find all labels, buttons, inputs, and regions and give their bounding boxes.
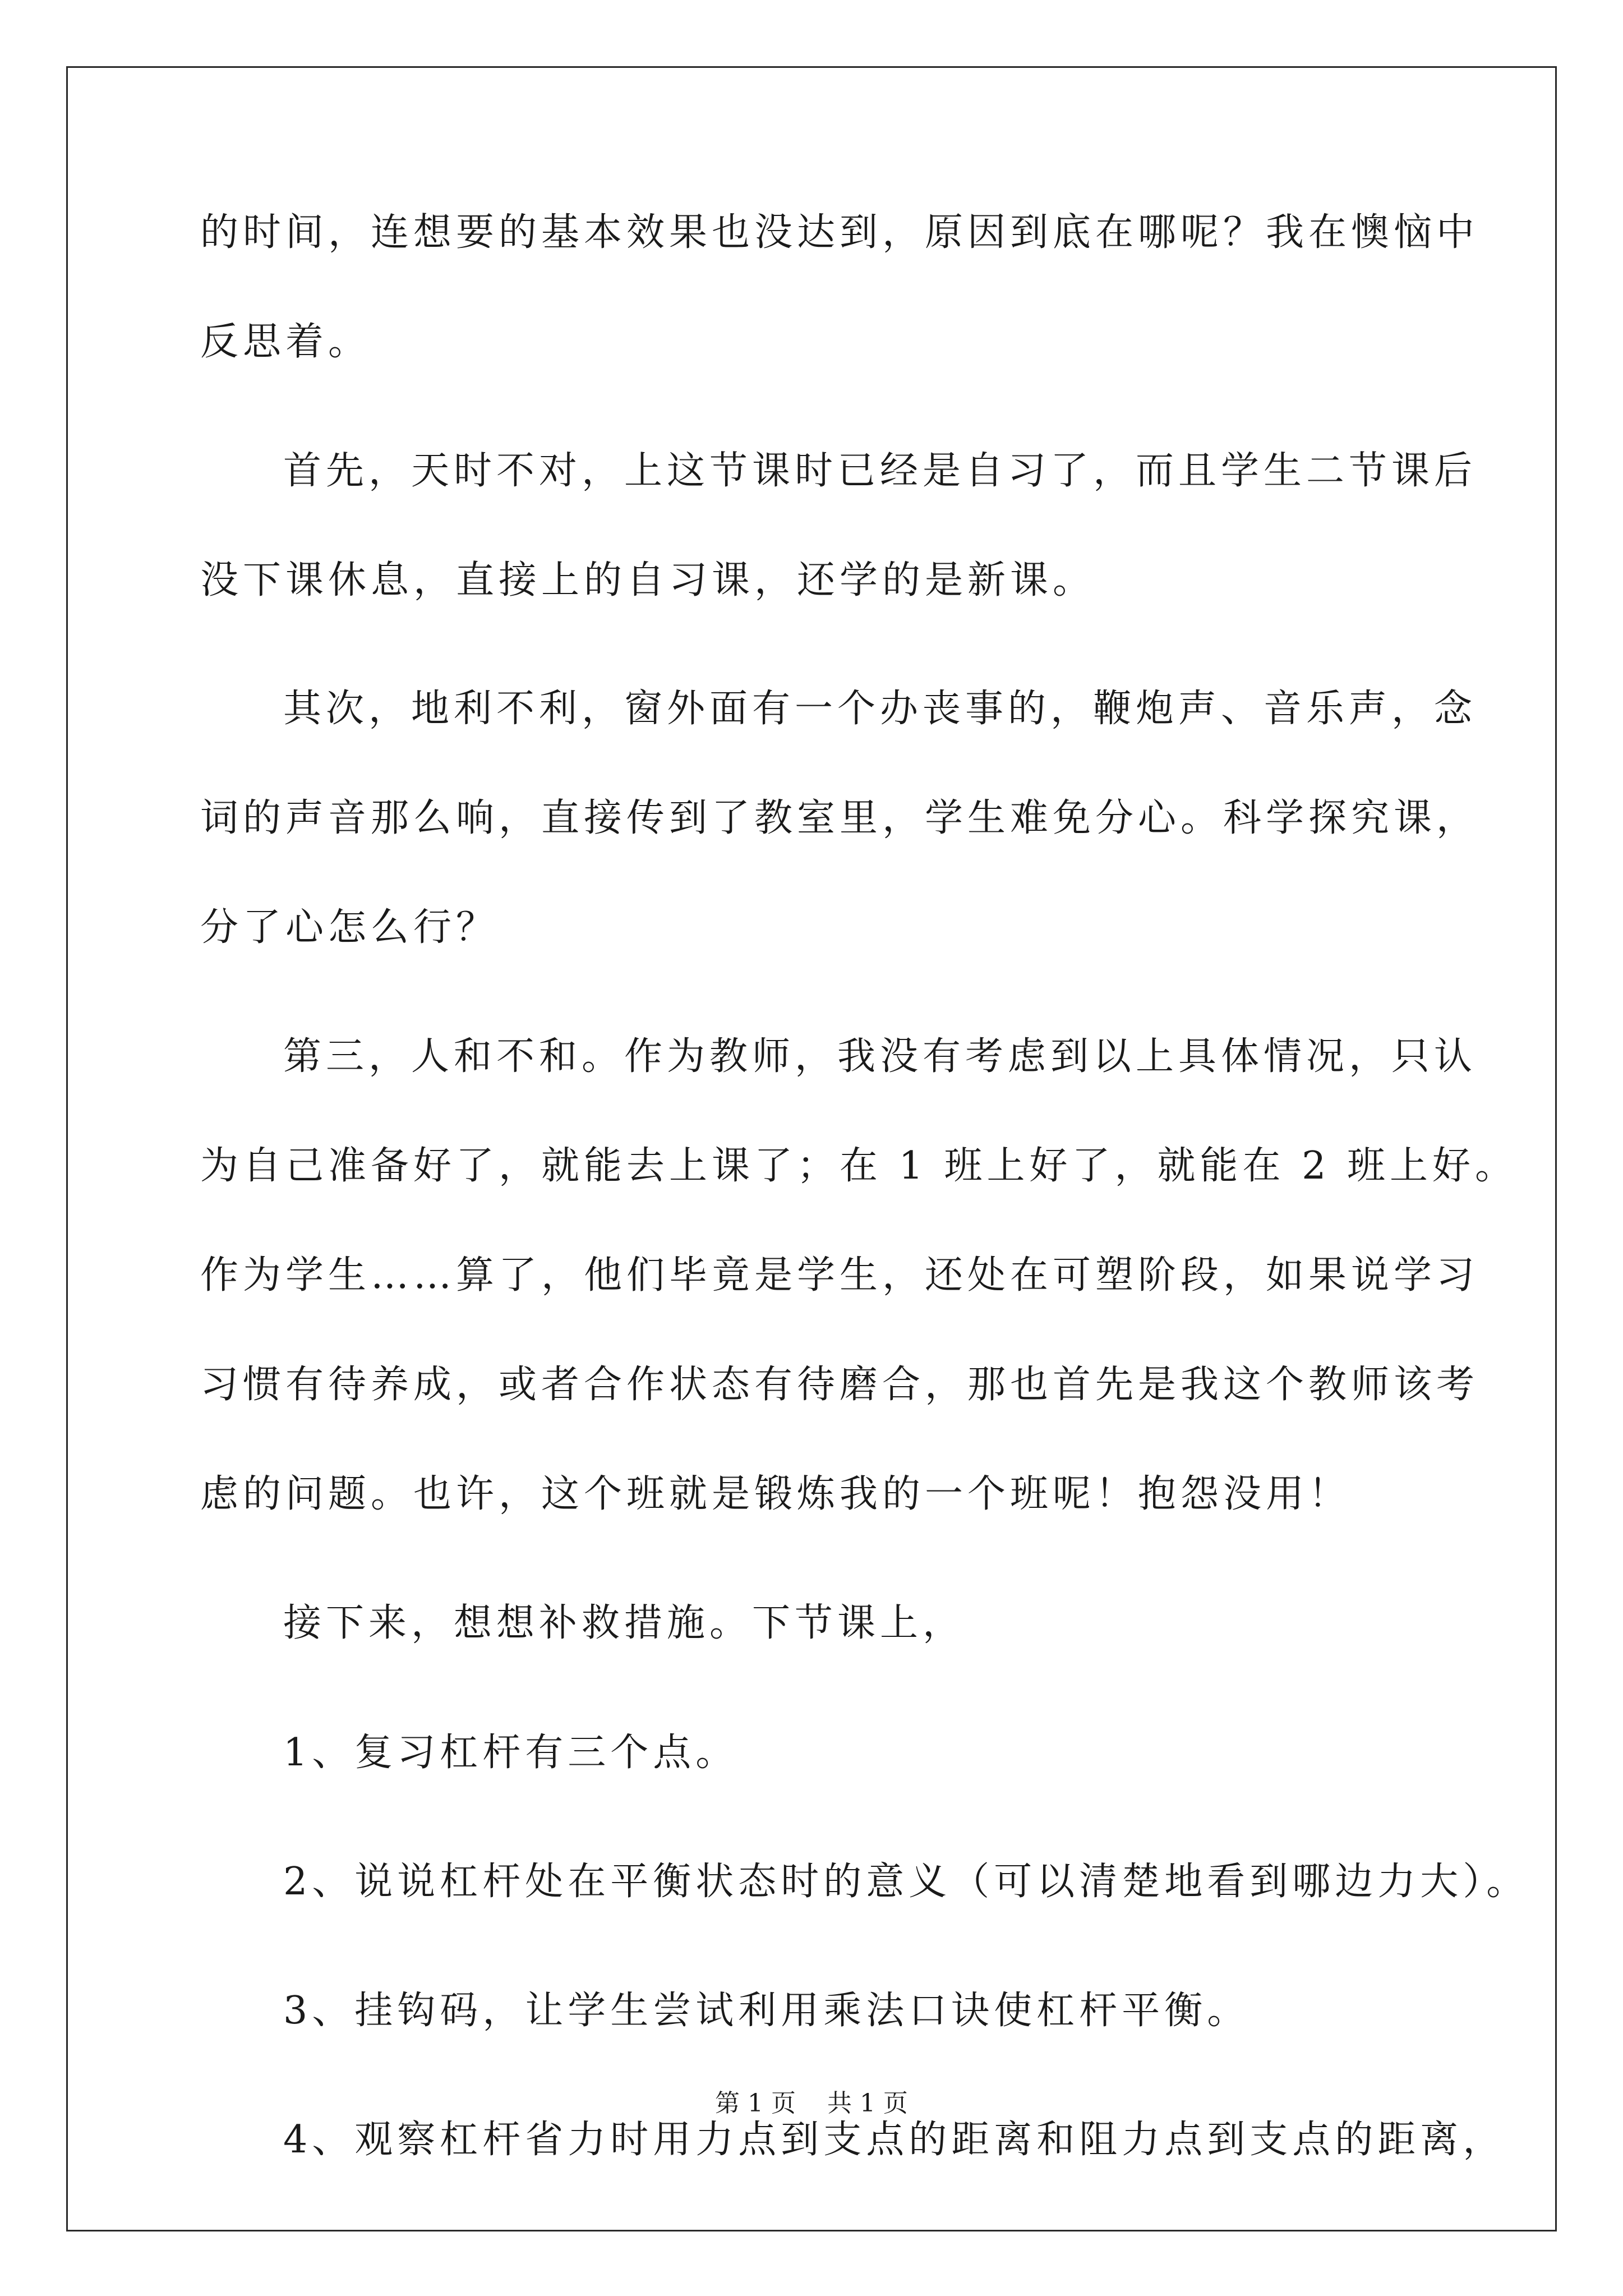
text-line: 分了心怎么行？ xyxy=(200,905,499,950)
text-line: 2、说说杠杆处在平衡状态时的意义（可以清楚地看到哪边力大）。 xyxy=(283,1860,1529,1904)
page-number-footer: 第 1 页 共 1 页 xyxy=(715,2089,908,2118)
text-line: 习惯有待养成，或者合作状态有待磨合，那也首先是我这个教师该考 xyxy=(200,1363,1479,1407)
text-line: 第三，人和不和。作为教师，我没有考虑到以上具体情况，只认 xyxy=(283,1034,1477,1079)
text-line: 接下来，想想补救措施。下节课上， xyxy=(283,1601,966,1645)
text-line: 反思着。 xyxy=(200,320,371,364)
text-line: 词的声音那么响，直接传到了教室里，学生难免分心。科学探究课， xyxy=(200,796,1479,840)
text-line: 为自己准备好了，就能去上课了；在 1 班上好了，就能在 2 班上好。 xyxy=(200,1144,1518,1188)
text-line: 其次，地利不利，窗外面有一个办丧事的，鞭炮声、音乐声，念 xyxy=(283,687,1477,731)
text-line: 3、挂钩码，让学生尝试利用乘法口诀使杠杆平衡。 xyxy=(283,1989,1250,2033)
text-line: 1、复习杠杆有三个点。 xyxy=(283,1731,739,1775)
text-line: 首先，天时不对，上这节课时已经是自习了，而且学生二节课后 xyxy=(283,449,1477,493)
text-line: 的时间，连想要的基本效果也没达到，原因到底在哪呢？我在懊恼中 xyxy=(200,210,1479,255)
text-line: 虑的问题。也许，这个班就是锻炼我的一个班呢！抱怨没用！ xyxy=(200,1472,1352,1516)
text-line: 没下课休息，直接上的自习课，还学的是新课。 xyxy=(200,558,1096,602)
text-line: 4、观察杠杆省力时用力点到支点的距离和阻力点到支点的距离， xyxy=(283,2118,1506,2162)
text-line: 作为学生……算了，他们毕竟是学生，还处在可塑阶段，如果说学习 xyxy=(200,1253,1479,1297)
